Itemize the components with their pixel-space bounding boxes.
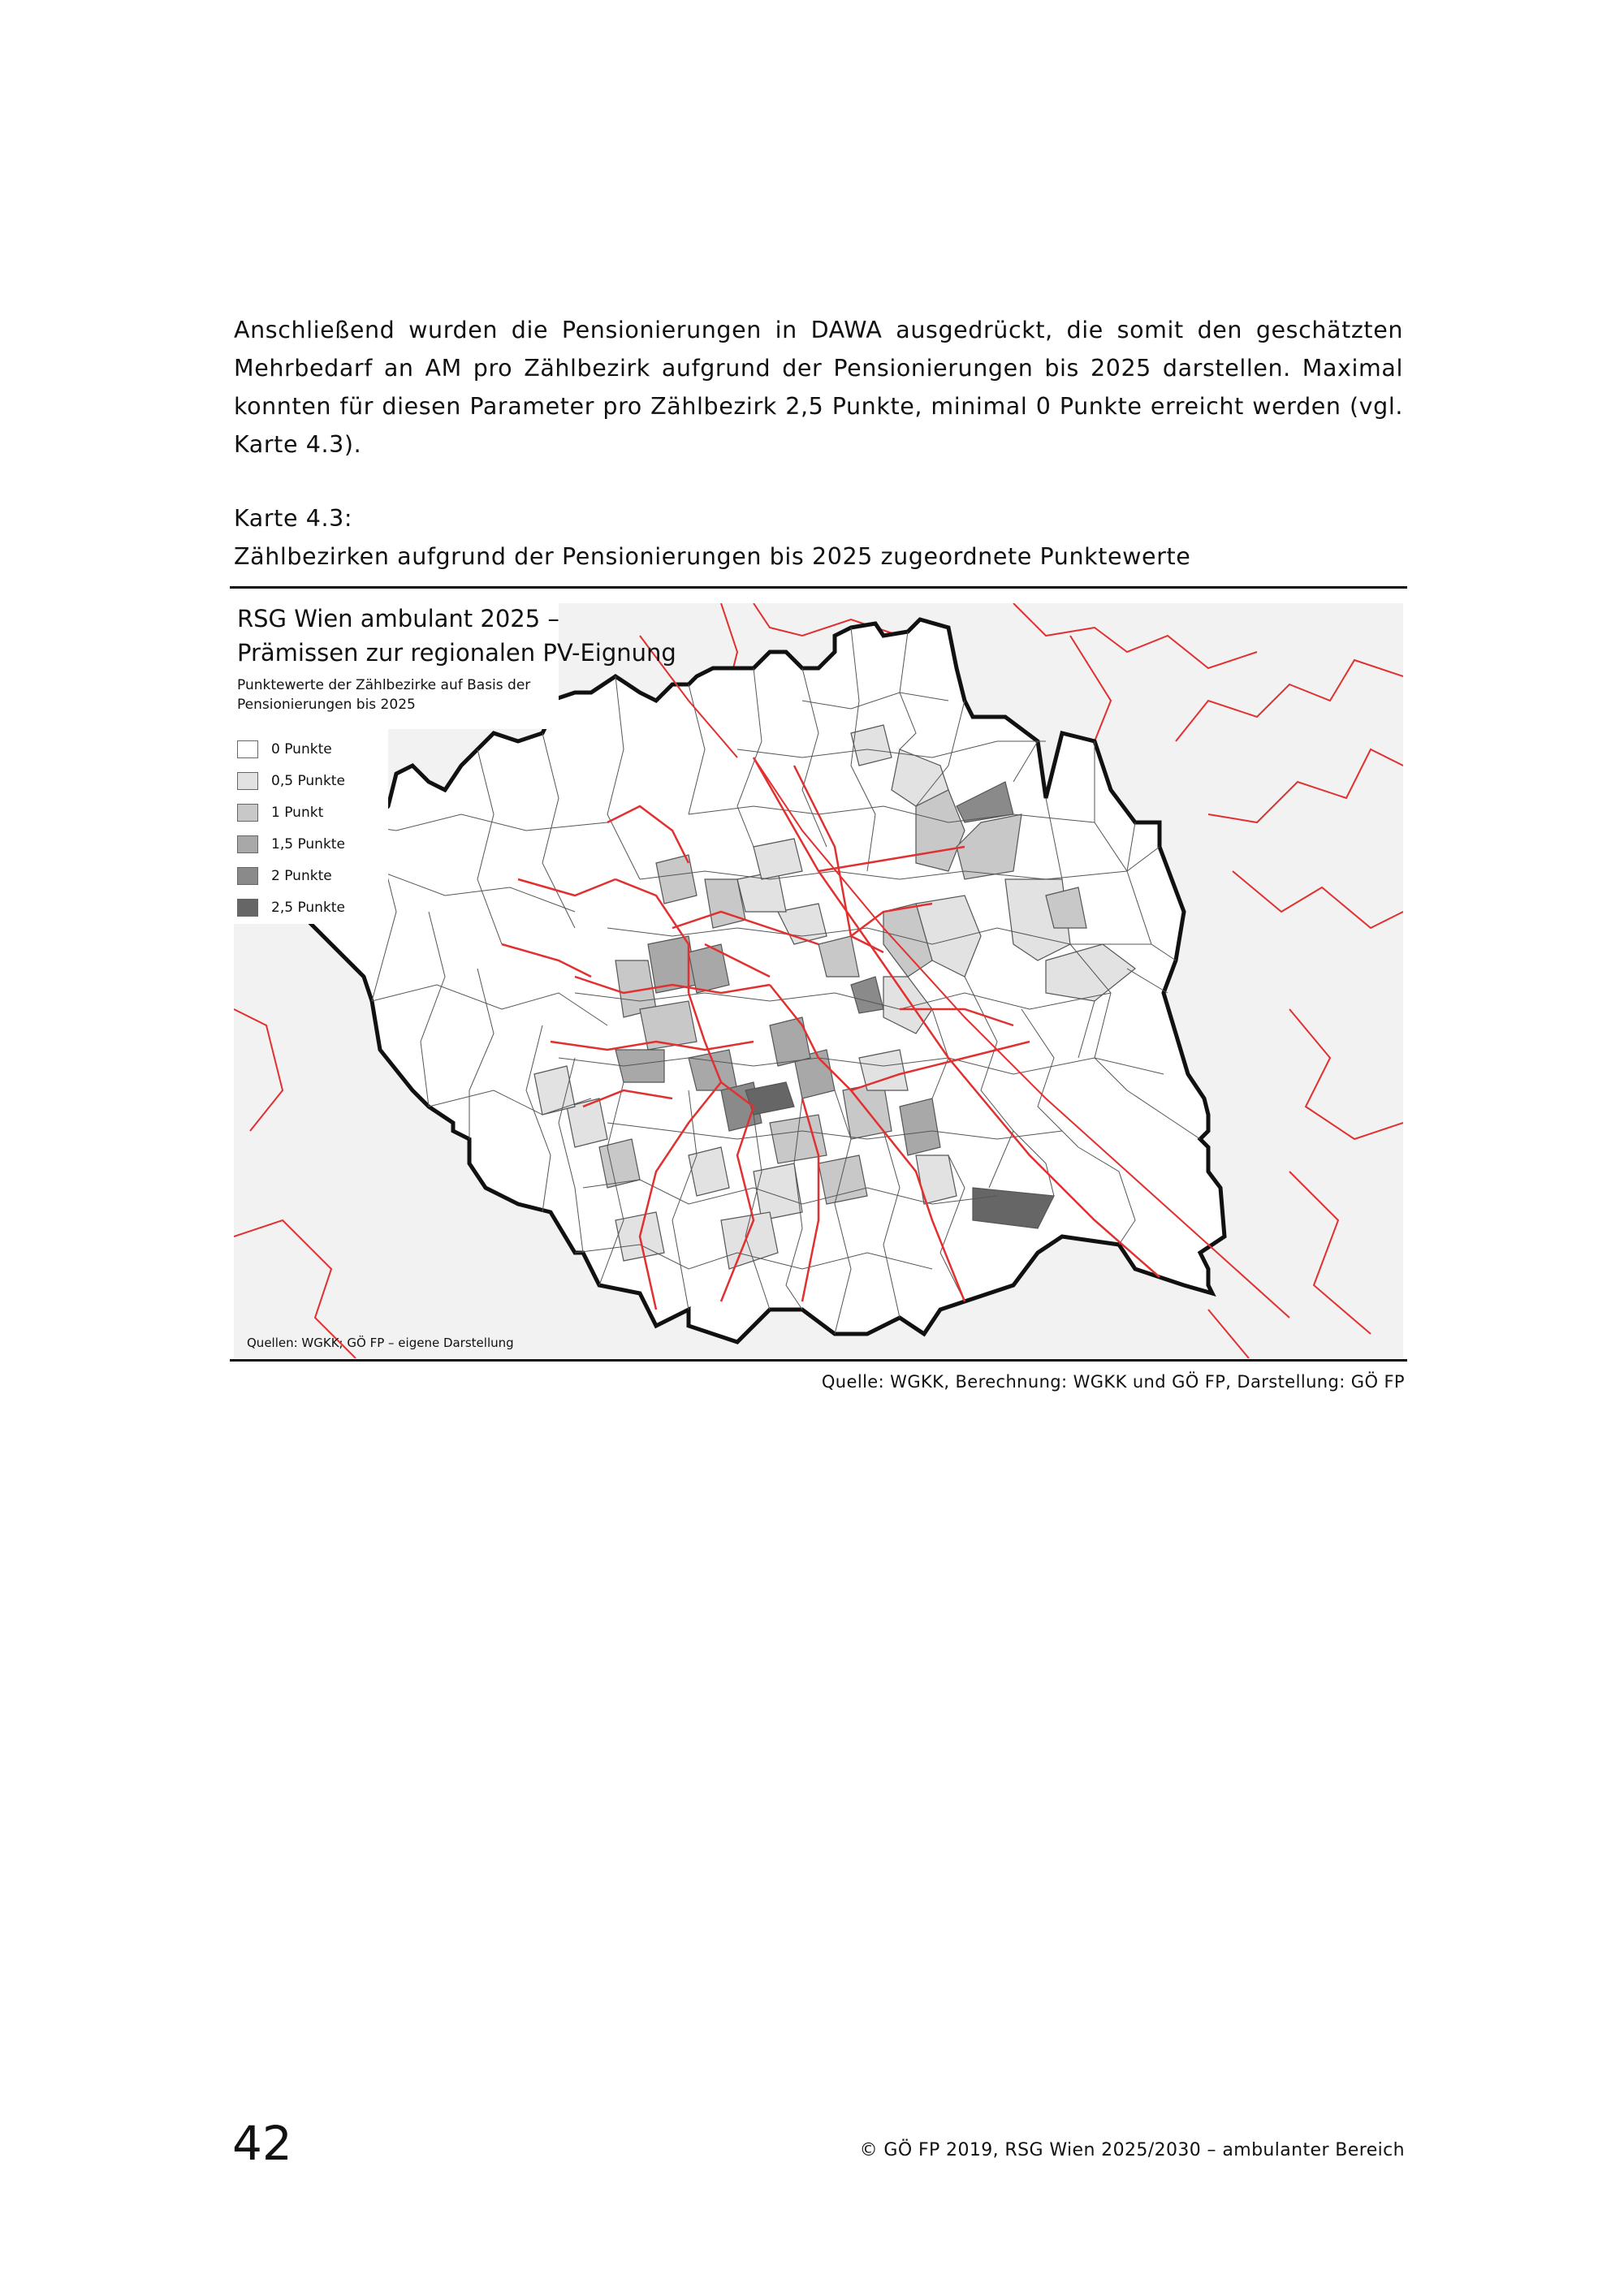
legend-item [237, 796, 345, 828]
legend-swatch [237, 899, 258, 917]
page-footer: © GÖ FP 2019, RSG Wien 2025/2030 – ambulanter Bereich [859, 2140, 1405, 2160]
legend-label: 0,5 Punkte [271, 772, 345, 789]
caption-label: Karte 4.3: [234, 505, 353, 532]
page-number: 42 [232, 2116, 292, 2171]
figure-caption [234, 499, 1190, 576]
map-subtitle [237, 675, 578, 714]
legend-item [237, 891, 345, 923]
source-note: Quelle: WGKK, Berechnung: WGKK und GÖ FP, Darstellung: GÖ FP [821, 1372, 1405, 1392]
map-subtitle-line1: Punktewerte der Zählbezirke auf Basis der [237, 677, 531, 693]
legend-swatch [237, 740, 258, 758]
legend-label: 1,5 Punkte [271, 835, 345, 852]
map-title-line1: RSG Wien ambulant 2025 – [237, 605, 559, 632]
map-title-line2: Prämissen zur regionalen PV-Eignung [237, 639, 676, 667]
top-rule [230, 586, 1407, 589]
legend-label: 2 Punkte [271, 867, 332, 884]
legend-item [237, 733, 345, 765]
vienna-map [234, 603, 1403, 1358]
legend-item [237, 765, 345, 796]
caption-title: Zählbezirken aufgrund der Pensionierungen bis 2025 zugeordnete Punktewerte [234, 543, 1191, 570]
legend-item [237, 860, 345, 891]
map-subtitle-line2: Pensionierungen bis 2025 [237, 697, 416, 713]
legend-swatch [237, 867, 258, 885]
legend-item [237, 828, 345, 860]
legend-label: 1 Punkt [271, 804, 324, 821]
legend-swatch [237, 835, 258, 853]
legend-swatch [237, 804, 258, 822]
map-source: Quellen: WGKK; GÖ FP – eigene Darstellung [247, 1336, 514, 1350]
legend-label: 2,5 Punkte [271, 899, 345, 916]
legend-swatch [237, 772, 258, 790]
body-paragraph: Anschließend wurden die Pensionierungen in DAWA ausgedrückt, die somit den geschätzten Mehrbedarf an AM pro Zählbezirk aufgrund der Pensionierungen bis 2025 darstellen. Maximal konnten für diesen Parameter pro Zählbezirk 2,5 Punkte, minimal 0 Punkte erreicht werden (vgl. Karte 4.3). [234, 317, 1403, 458]
bottom-rule [230, 1359, 1407, 1362]
map-legend [237, 733, 345, 923]
legend-label: 0 Punkte [271, 740, 332, 757]
